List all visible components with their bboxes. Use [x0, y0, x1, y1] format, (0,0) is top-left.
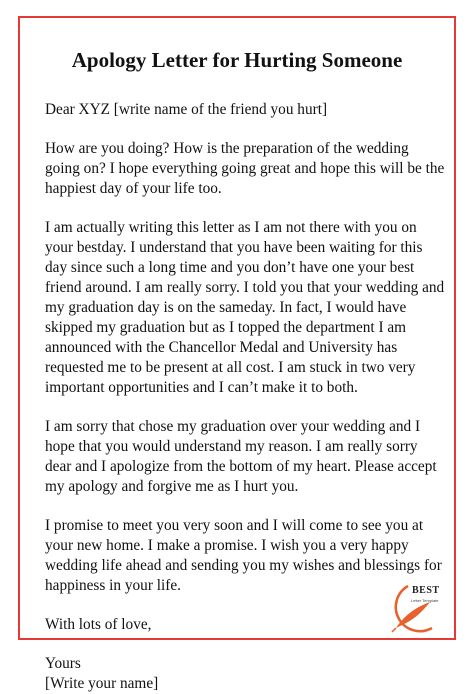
logo-brand: BEST [412, 585, 440, 596]
sign-off: Yours [45, 655, 81, 672]
paragraph-4: I promise to meet you very soon and I will come to see you at your new home. I make a promise. I wish you a very happy wedding life ahead and sending you my wishes and blessings for happiness in your life. [45, 517, 442, 594]
paragraph-1: How are you doing? How is the preparation of the wedding going on? I hope everything going great and hope this will be the happiest day of your life too. [45, 140, 445, 197]
paragraph-2: I am actually writing this letter as I am not there with you on your bestday. I understand that you have been waiting for this day since such a long time and you don’t have one your best friend around. I am really sorry. I told you that your wedding and my graduation day is on the sameday. In fact, I would have skipped my graduation but as I topped the department I am announced with the Chancellor Medal and University has requested me to be present at all cost. I am stuck in two very important opportunities and I can’t make it to both. [45, 219, 445, 396]
letter-title: Apology Letter for Hurting Someone [71, 48, 403, 72]
signature-placeholder: [Write your name] [45, 675, 159, 692]
best-letter-template-logo [386, 582, 446, 636]
closing: With lots of love, [45, 616, 152, 633]
greeting: Dear XYZ [write name of the friend you hurt] [45, 101, 328, 118]
letter-body [45, 100, 445, 694]
logo-tagline: Letter Template [411, 598, 439, 603]
paragraph-3: I am sorry that chose my graduation over your wedding and I hope that you would understand my reason. I am really sorry dear and I apologize from the bottom of my heart. Please accept my apology and forgive me as I hurt you. [45, 418, 437, 495]
